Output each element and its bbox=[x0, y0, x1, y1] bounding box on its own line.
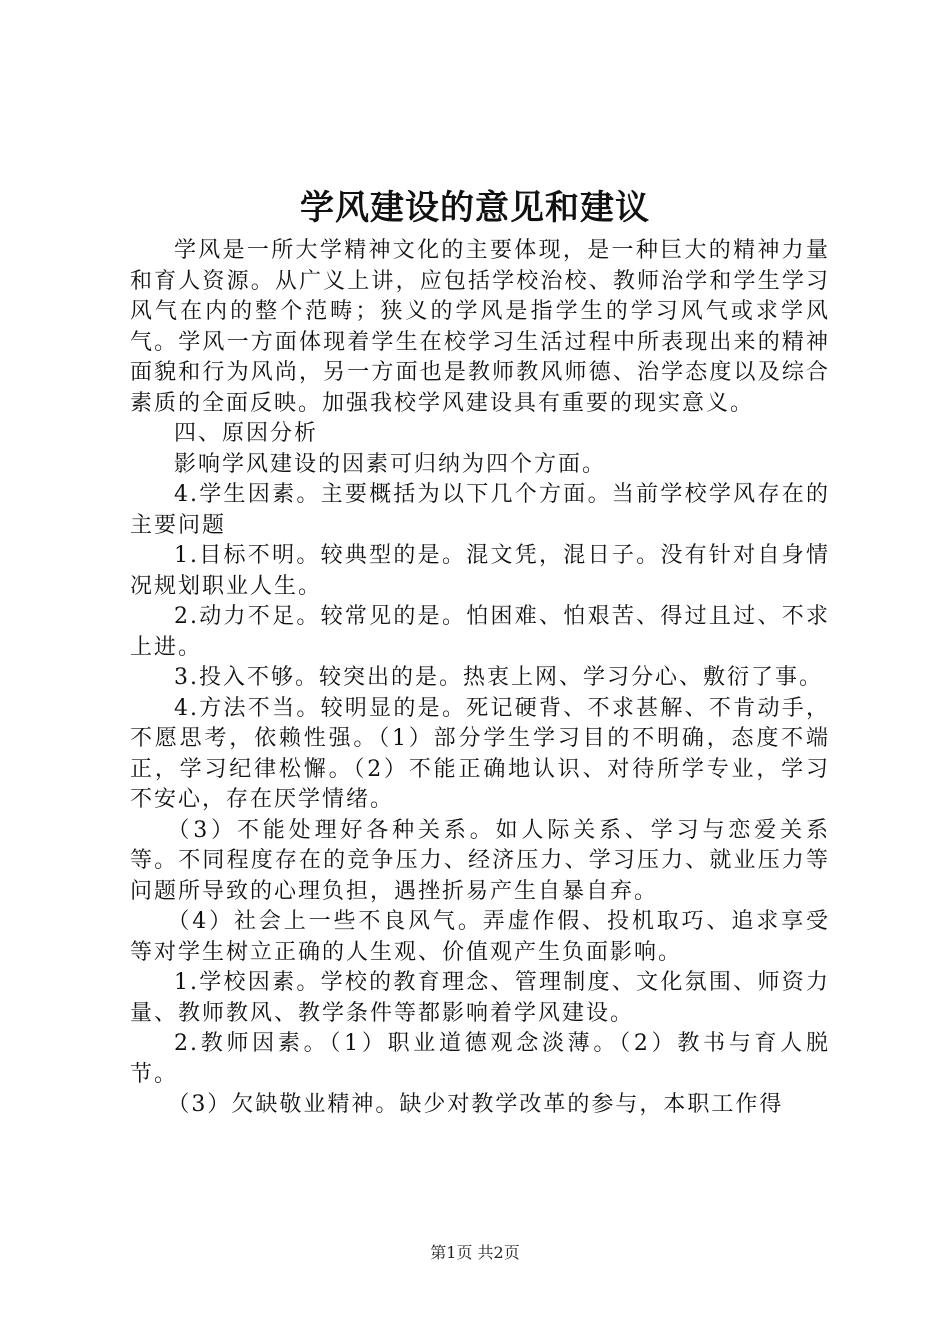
list-item: 1.目标不明。较典型的是。混文凭，混日子。没有针对自身情况规划职业人生。 bbox=[130, 543, 830, 599]
paragraph: 4.学生因素。主要概括为以下几个方面。当前学校学风存在的主要问题 bbox=[130, 482, 830, 538]
list-item: （3）不能处理好各种关系。如人际关系、学习与恋爱关系等。不同程度存在的竞争压力、经济压力、学习压力、就业压力等问题所导致的心理负担，遇挫折易产生自暴自弃。 bbox=[130, 817, 830, 904]
list-item: 2.动力不足。较常见的是。怕困难、怕艰苦、得过且过、不求上进。 bbox=[130, 604, 830, 660]
list-item: 2.教师因素。（1）职业道德观念淡薄。（2）教书与育人脱节。 bbox=[130, 1031, 830, 1087]
list-item: 3.投入不够。较突出的是。热衷上网、学习分心、敷衍了事。 bbox=[174, 665, 823, 690]
document-body bbox=[130, 236, 830, 1121]
list-item: （4）社会上一些不良风气。弄虚作假、投机取巧、追求享受等对学生树立正确的人生观、价值观产生负面影响。 bbox=[130, 909, 830, 965]
paragraph-intro: 学风是一所大学精神文化的主要体现，是一种巨大的精神力量和育人资源。从广义上讲，应包括学校治校、教师治学和学生学习风气在内的整个范畴；狭义的学风是指学生的学习风气或求学风气。学风一方面体现着学生在校学习生活过程中所表现出来的精神面貌和行为风尚，另一方面也是教师教风师德、治学态度以及综合素质的全面反映。加强我校学风建设具有重要的现实意义。 bbox=[130, 238, 830, 416]
paragraph: 影响学风建设的因素可归纳为四个方面。 bbox=[174, 451, 607, 477]
section-heading: 四、原因分析 bbox=[174, 421, 319, 446]
list-item: （3）欠缺敬业精神。缺少对教学改革的参与，本职工作得 bbox=[167, 1092, 784, 1117]
list-item: 1.学校因素。学校的教育理念、管理制度、文化氛围、师资力量、教师教风、教学条件等都影响着学风建设。 bbox=[130, 970, 830, 1026]
document-title: 学风建设的意见和建议 bbox=[300, 188, 650, 228]
list-item: 4.方法不当。较明显的是。死记硬背、不求甚解、不肯动手，不愿思考，依赖性强。（1）部分学生学习目的不明确，态度不端正，学习纪律松懈。（2）不能正确地认识、对待所学专业，学习不安心，存在厌学情绪。 bbox=[130, 695, 830, 812]
page-footer: 第1页 共2页 bbox=[430, 1243, 520, 1262]
